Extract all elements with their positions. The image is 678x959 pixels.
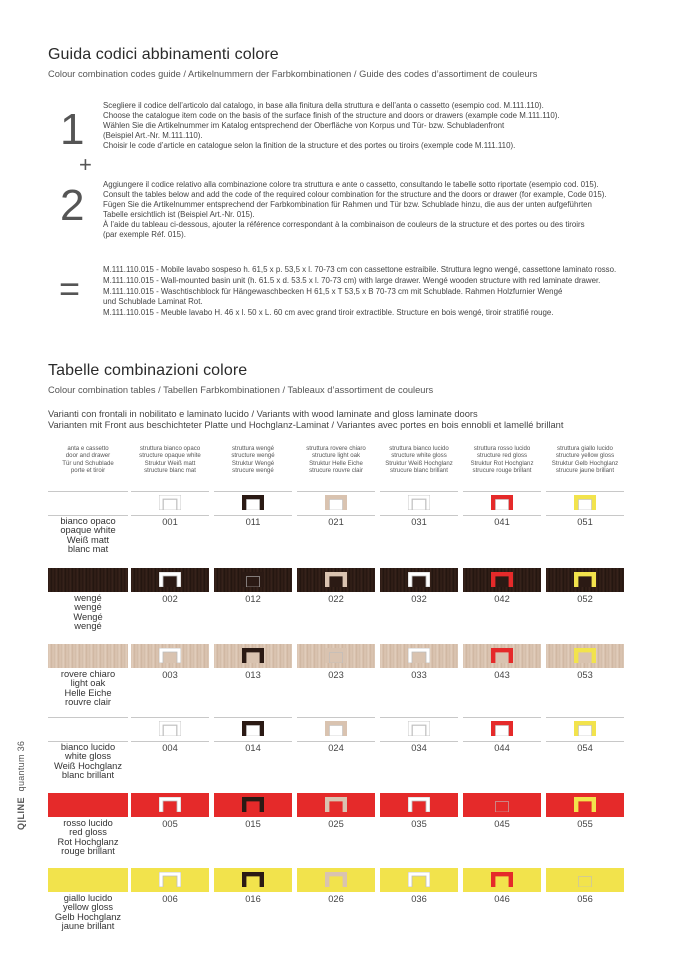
combination-code: 012 bbox=[245, 594, 261, 604]
drawer-icon bbox=[159, 572, 181, 587]
drawer-icon bbox=[574, 797, 596, 812]
combination-code: 011 bbox=[245, 517, 261, 527]
drawer-swatch bbox=[408, 872, 430, 887]
combination-code: 031 bbox=[411, 517, 427, 527]
combination-code: 026 bbox=[328, 894, 344, 904]
drawer-front bbox=[330, 577, 343, 588]
drawer-front bbox=[164, 802, 177, 813]
drawer-swatch bbox=[159, 572, 181, 587]
drawer-swatch bbox=[491, 721, 513, 736]
drawer-front bbox=[330, 500, 343, 511]
row-swatch-line bbox=[48, 717, 128, 718]
corner-header bbox=[48, 445, 128, 474]
drawer-icon bbox=[242, 872, 264, 887]
combination-code: 036 bbox=[411, 894, 427, 904]
drawer-swatch bbox=[242, 721, 264, 736]
combination-code: 001 bbox=[162, 517, 178, 527]
combination-code: 043 bbox=[494, 670, 510, 680]
drawer-icon bbox=[574, 872, 596, 887]
row-label-line: giallo lucido bbox=[63, 893, 113, 903]
drawer-swatch bbox=[408, 648, 430, 663]
column-header bbox=[462, 445, 542, 474]
row-label-line: Weiß Hochglanz bbox=[53, 760, 123, 771]
drawer-icon bbox=[242, 648, 264, 663]
step2-line: Fügen Sie die Artikelnummer entsprechend der Farbkombination für Rahmen und Tür bzw. Schublade hinzu, die aus der unten aufgeführten bbox=[103, 200, 592, 210]
drawer-icon bbox=[574, 721, 596, 736]
drawer-swatch bbox=[574, 495, 596, 510]
header-line: struttura wengé bbox=[231, 445, 274, 452]
drawer-icon bbox=[325, 797, 347, 812]
drawer-icon bbox=[491, 495, 513, 510]
combination-code: 021 bbox=[328, 517, 344, 527]
header-line: Tür und Schublade bbox=[62, 459, 114, 467]
combination-code: 055 bbox=[577, 819, 593, 829]
header-line: strucure blanc brillant bbox=[390, 466, 448, 474]
row-label bbox=[48, 894, 128, 932]
combination-code: 052 bbox=[577, 594, 593, 604]
row-swatch-line bbox=[131, 717, 209, 718]
drawer-swatch bbox=[325, 872, 347, 887]
drawer-swatch bbox=[491, 648, 513, 663]
drawer-swatch bbox=[491, 797, 513, 812]
drawer-front bbox=[247, 877, 260, 888]
drawer-front bbox=[330, 877, 343, 888]
header-line: strucure wengé bbox=[232, 466, 274, 474]
drawer-front bbox=[413, 802, 426, 813]
drawer-swatch bbox=[574, 721, 596, 736]
drawer-swatch bbox=[325, 648, 347, 663]
combination-code: 003 bbox=[162, 670, 178, 680]
drawer-icon bbox=[408, 872, 430, 887]
drawer-swatch bbox=[325, 495, 347, 510]
row-color-bar bbox=[48, 644, 128, 668]
row-label bbox=[48, 517, 128, 555]
step2-text bbox=[103, 180, 663, 241]
drawer-swatch bbox=[242, 872, 264, 887]
header-line: anta e cassetto bbox=[67, 445, 109, 452]
drawer-icon bbox=[159, 721, 181, 736]
step1-line: Scegliere il codice dell’articolo dal catalogo, in base alla finitura della struttura e dell’anta o cassetto (esempio cod. M.111.110). bbox=[103, 101, 544, 110]
header-line: struttura rovere chiaro bbox=[306, 445, 366, 452]
drawer-front bbox=[330, 653, 343, 664]
drawer-front bbox=[579, 653, 592, 664]
step1-line: Wählen Sie die Artikelnummer im Katalog entsprechend der Oberfläche von Korpus und Tür- bzw. Schubladenfront bbox=[103, 121, 505, 131]
drawer-icon bbox=[242, 721, 264, 736]
combination-code: 032 bbox=[411, 594, 427, 604]
drawer-icon bbox=[242, 572, 264, 587]
drawer-swatch bbox=[159, 797, 181, 812]
combination-code: 042 bbox=[494, 594, 510, 604]
row-swatch-line bbox=[546, 515, 624, 516]
row-swatch-line bbox=[463, 491, 541, 492]
combination-code: 056 bbox=[577, 894, 593, 904]
row-label-line: jaune brillant bbox=[61, 921, 115, 932]
row-color-bar bbox=[48, 568, 128, 592]
combination-code: 015 bbox=[245, 819, 261, 829]
header-line: structure wengé bbox=[231, 452, 275, 460]
tables-title: Tabelle combinazioni colore bbox=[48, 362, 248, 379]
header-line: porte et tiroir bbox=[70, 466, 106, 474]
row-swatch-line bbox=[546, 717, 624, 718]
row-swatch-line bbox=[463, 717, 541, 718]
drawer-icon bbox=[491, 872, 513, 887]
header-line: Struktur Rot Hochglanz bbox=[470, 459, 534, 467]
drawer-front bbox=[413, 726, 426, 737]
drawer-icon bbox=[325, 572, 347, 587]
row-label-line: yellow gloss bbox=[62, 902, 114, 913]
drawer-icon bbox=[159, 872, 181, 887]
drawer-icon bbox=[408, 721, 430, 736]
column-header bbox=[296, 445, 376, 474]
drawer-icon bbox=[159, 495, 181, 510]
step2-line: Tabelle ersichtlich ist (Beispiel Art.-Nr. 015). bbox=[103, 210, 255, 220]
row-swatch-line bbox=[380, 515, 458, 516]
column-header bbox=[213, 445, 293, 474]
row-label bbox=[48, 743, 128, 781]
row-swatch-line bbox=[131, 741, 209, 742]
combination-code: 041 bbox=[494, 517, 510, 527]
step1-line: (Beispiel Art.-Nr. M.111.110). bbox=[103, 131, 203, 141]
row-swatch-line bbox=[297, 491, 375, 492]
drawer-swatch bbox=[408, 572, 430, 587]
header-line: struttura rosso lucido bbox=[473, 445, 531, 452]
drawer-front bbox=[579, 877, 592, 888]
row-label-line: blanc brillant bbox=[61, 770, 115, 781]
row-swatch-line bbox=[48, 491, 128, 492]
row-swatch-line bbox=[214, 515, 292, 516]
drawer-front bbox=[413, 877, 426, 888]
guide-subtitle: Colour combination codes guide / Artikelnummern der Farbkombinationen / Guide des codes d’assortiment de couleurs bbox=[48, 69, 538, 79]
header-line: strucure jaune brillant bbox=[555, 466, 615, 474]
result-line: M.111.110.015 - Meuble lavabo H. 46 x l. 50 x L. 60 cm avec grand tiroir extractible. Structure en bois wengé, tiroir stratifié rouge. bbox=[103, 308, 554, 318]
row-label bbox=[48, 819, 128, 857]
drawer-icon bbox=[325, 721, 347, 736]
header-line: Struktur Gelb Hochglanz bbox=[551, 459, 619, 467]
drawer-swatch bbox=[242, 572, 264, 587]
row-swatch-line bbox=[380, 491, 458, 492]
drawer-icon bbox=[574, 495, 596, 510]
drawer-swatch bbox=[491, 495, 513, 510]
drawer-front bbox=[247, 802, 260, 813]
row-swatch-line bbox=[131, 515, 209, 516]
header-line: structure red gloss bbox=[476, 452, 528, 460]
header-line: struttura giallo lucido bbox=[557, 445, 613, 452]
drawer-front bbox=[164, 577, 177, 588]
combination-code: 014 bbox=[245, 743, 261, 753]
drawer-front bbox=[496, 877, 509, 888]
header-line: door and drawer bbox=[65, 452, 111, 460]
combination-code: 033 bbox=[411, 670, 427, 680]
header-line: structure yellow gloss bbox=[555, 452, 615, 460]
combination-code: 002 bbox=[162, 594, 178, 604]
row-label-line: Rot Hochglanz bbox=[57, 836, 119, 847]
drawer-icon bbox=[408, 648, 430, 663]
drawer-icon bbox=[242, 495, 264, 510]
header-line: Struktur Weiß Hochglanz bbox=[385, 459, 453, 467]
row-label-line: rosso lucido bbox=[63, 818, 113, 828]
header-line: structure blanc mat bbox=[144, 466, 196, 474]
step2-line: Aggiungere il codice relativo alla combinazione colore tra struttura e ante o cassetto, consultando le tabelle sotto riportate (esempio cod. 015). bbox=[103, 180, 599, 189]
row-label-line: red gloss bbox=[69, 827, 107, 838]
drawer-front bbox=[579, 577, 592, 588]
row-color-bar bbox=[48, 868, 128, 892]
step2-line: (par exemple Réf. 015). bbox=[103, 230, 186, 240]
drawer-swatch bbox=[159, 721, 181, 736]
drawer-front bbox=[579, 802, 592, 813]
drawer-front bbox=[164, 500, 177, 511]
drawer-swatch bbox=[408, 721, 430, 736]
plus-symbol: + bbox=[79, 152, 92, 177]
combination-code: 053 bbox=[577, 670, 593, 680]
combination-code: 051 bbox=[577, 517, 593, 527]
drawer-front bbox=[164, 653, 177, 664]
row-label bbox=[48, 594, 128, 632]
row-label-line: Weiß matt bbox=[66, 534, 110, 545]
drawer-icon bbox=[242, 797, 264, 812]
combination-code: 023 bbox=[328, 670, 344, 680]
combination-code: 046 bbox=[494, 894, 510, 904]
drawer-front bbox=[247, 500, 260, 511]
drawer-front bbox=[496, 653, 509, 664]
row-label-line: light oak bbox=[70, 678, 106, 689]
drawer-front bbox=[496, 577, 509, 588]
drawer-swatch bbox=[325, 572, 347, 587]
row-swatch-line bbox=[463, 515, 541, 516]
row-label-line: rouvre clair bbox=[65, 697, 111, 708]
drawer-front bbox=[496, 500, 509, 511]
step2-number: 2 bbox=[60, 181, 85, 230]
drawer-swatch bbox=[574, 648, 596, 663]
variants-line: Varianti con frontali in nobilitato e laminato lucido / Variants with wood laminate and gloss laminate doors bbox=[48, 409, 478, 419]
row-label-line: Gelb Hochglanz bbox=[54, 911, 122, 922]
drawer-swatch bbox=[242, 495, 264, 510]
step1-number: 1 bbox=[60, 105, 85, 154]
row-label-line: rovere chiaro bbox=[60, 669, 116, 679]
drawer-icon bbox=[159, 648, 181, 663]
combination-code: 045 bbox=[494, 819, 510, 829]
result-line: M.111.110.015 - Wall-mounted basin unit (h. 61.5 x d. 53.5 x l. 70-73 cm) with large drawer. Wengé wooden structure with red laminate drawer. bbox=[103, 276, 601, 286]
row-swatch-line bbox=[546, 741, 624, 742]
combination-code: 054 bbox=[577, 743, 593, 753]
header-line: Struktur Wengé bbox=[231, 459, 275, 467]
header-line: Struktur Helle Eiche bbox=[309, 459, 363, 467]
row-label-line: opaque white bbox=[60, 525, 116, 536]
step1-text bbox=[103, 101, 663, 151]
header-line: strucure rouvre clair bbox=[309, 466, 363, 474]
combination-code: 025 bbox=[328, 819, 344, 829]
header-line: struttura bianco opaco bbox=[139, 445, 201, 452]
row-swatch-line bbox=[380, 717, 458, 718]
drawer-front bbox=[330, 726, 343, 737]
drawer-front bbox=[496, 802, 509, 813]
combination-code: 044 bbox=[494, 743, 510, 753]
row-swatch-line bbox=[214, 491, 292, 492]
combination-code: 035 bbox=[411, 819, 427, 829]
header-line: Struktur Weiß matt bbox=[144, 459, 196, 467]
row-label-line: Wengé bbox=[73, 611, 103, 622]
header-line: struttura bianco lucido bbox=[389, 445, 449, 452]
row-swatch-line bbox=[297, 515, 375, 516]
drawer-front bbox=[579, 500, 592, 511]
equals-symbol: = bbox=[59, 268, 81, 309]
row-label-line: wengé bbox=[74, 602, 102, 613]
drawer-front bbox=[579, 726, 592, 737]
row-label-line: white gloss bbox=[65, 751, 111, 762]
combination-code: 006 bbox=[162, 894, 178, 904]
tables-subtitle: Colour combination tables / Tabellen Farbkombinationen / Tableaux d’assortiment de couleurs bbox=[48, 385, 434, 395]
row-label-line: blanc mat bbox=[67, 544, 109, 555]
row-label-line: Helle Eiche bbox=[64, 687, 112, 698]
result-text bbox=[103, 265, 663, 318]
column-header bbox=[545, 445, 625, 474]
header-line: structure light oak bbox=[311, 452, 361, 460]
row-label-line: rouge brillant bbox=[61, 846, 115, 857]
step1-line: Choose the catalogue item code on the basis of the surface finish of the structure and doors or drawers (example code M.111.110). bbox=[103, 111, 560, 121]
row-swatch-line bbox=[297, 741, 375, 742]
drawer-front bbox=[496, 726, 509, 737]
row-swatch-line bbox=[297, 717, 375, 718]
drawer-swatch bbox=[574, 797, 596, 812]
drawer-swatch bbox=[159, 495, 181, 510]
drawer-front bbox=[247, 577, 260, 588]
row-label bbox=[48, 670, 128, 708]
row-label-line: bianco lucido bbox=[60, 742, 116, 752]
row-label-line: wengé bbox=[74, 593, 102, 603]
header-line: strucure rouge brillant bbox=[472, 466, 532, 474]
drawer-icon bbox=[491, 648, 513, 663]
footer bbox=[16, 710, 26, 830]
drawer-icon bbox=[574, 648, 596, 663]
drawer-swatch bbox=[574, 872, 596, 887]
drawer-icon bbox=[408, 572, 430, 587]
drawer-icon bbox=[491, 721, 513, 736]
row-swatch-line bbox=[214, 717, 292, 718]
step2-line: À l’aide du tableau ci-dessous, ajouter la référence correspondant à la combinaison de couleurs de la structure et des portes ou des tiroirs bbox=[103, 220, 585, 230]
row-swatch-line bbox=[546, 491, 624, 492]
brand-logo: Q|LINE bbox=[16, 796, 26, 830]
drawer-swatch bbox=[408, 495, 430, 510]
drawer-swatch bbox=[491, 872, 513, 887]
combination-code: 022 bbox=[328, 594, 344, 604]
combination-code: 016 bbox=[245, 894, 261, 904]
drawer-front bbox=[164, 877, 177, 888]
drawer-icon bbox=[408, 495, 430, 510]
step2-line: Consult the tables below and add the code of the required colour combination for the structure and the doors or drawer (for example, Code 015). bbox=[103, 190, 607, 200]
drawer-icon bbox=[325, 648, 347, 663]
drawer-front bbox=[413, 500, 426, 511]
combination-code: 005 bbox=[162, 819, 178, 829]
step1-line: Choisir le code d’article en catalogue selon la finition de la structure et des portes ou tiroirs (exemple code M.111.110). bbox=[103, 141, 516, 151]
drawer-front bbox=[164, 726, 177, 737]
row-label-line: bianco opaco bbox=[60, 516, 116, 526]
drawer-icon bbox=[408, 797, 430, 812]
row-swatch-line bbox=[131, 491, 209, 492]
combination-code: 034 bbox=[411, 743, 427, 753]
drawer-swatch bbox=[491, 572, 513, 587]
drawer-swatch bbox=[574, 572, 596, 587]
drawer-icon bbox=[491, 797, 513, 812]
guide-title: Guida codici abbinamenti colore bbox=[48, 46, 279, 63]
variants-line: Varianten mit Front aus beschichteter Platte und Hochglanz-Laminat / Variantes avec portes en bois ennobli et lamellé brillant bbox=[48, 420, 564, 430]
drawer-swatch bbox=[325, 797, 347, 812]
result-line: und Schublade Laminat Rot. bbox=[103, 297, 203, 307]
drawer-icon bbox=[574, 572, 596, 587]
column-header bbox=[379, 445, 459, 474]
header-line: structure white gloss bbox=[391, 452, 447, 460]
result-line: M.111.110.015 - Waschtischblock für Hängewaschbecken H 61,5 x T 53,5 x B 70-73 cm mit Schublade. Rahmen Holzfurnier Wengé bbox=[103, 287, 563, 297]
drawer-front bbox=[413, 577, 426, 588]
column-header bbox=[130, 445, 210, 474]
row-swatch-line bbox=[380, 741, 458, 742]
combination-code: 024 bbox=[328, 743, 344, 753]
drawer-swatch bbox=[159, 648, 181, 663]
combination-code: 004 bbox=[162, 743, 178, 753]
row-label-line: wengé bbox=[74, 621, 102, 632]
drawer-front bbox=[330, 802, 343, 813]
row-swatch-line bbox=[463, 741, 541, 742]
drawer-swatch bbox=[325, 721, 347, 736]
page-label: quantum 36 bbox=[16, 740, 26, 792]
row-color-bar bbox=[48, 793, 128, 817]
drawer-icon bbox=[159, 797, 181, 812]
result-line: M.111.110.015 - Mobile lavabo sospeso h. 61,5 x p. 53,5 x l. 70-73 cm con cassettone estraibile. Struttura legno wengé, cassettone laminato rosso. bbox=[103, 265, 617, 274]
drawer-front bbox=[247, 726, 260, 737]
combination-code: 013 bbox=[245, 670, 261, 680]
drawer-swatch bbox=[242, 797, 264, 812]
row-swatch-line bbox=[214, 741, 292, 742]
drawer-front bbox=[413, 653, 426, 664]
drawer-front bbox=[247, 653, 260, 664]
drawer-icon bbox=[491, 572, 513, 587]
drawer-icon bbox=[325, 495, 347, 510]
variants-description bbox=[48, 409, 563, 431]
drawer-swatch bbox=[159, 872, 181, 887]
drawer-swatch bbox=[408, 797, 430, 812]
drawer-swatch bbox=[242, 648, 264, 663]
drawer-icon bbox=[325, 872, 347, 887]
header-line: structure opaque white bbox=[139, 452, 201, 460]
